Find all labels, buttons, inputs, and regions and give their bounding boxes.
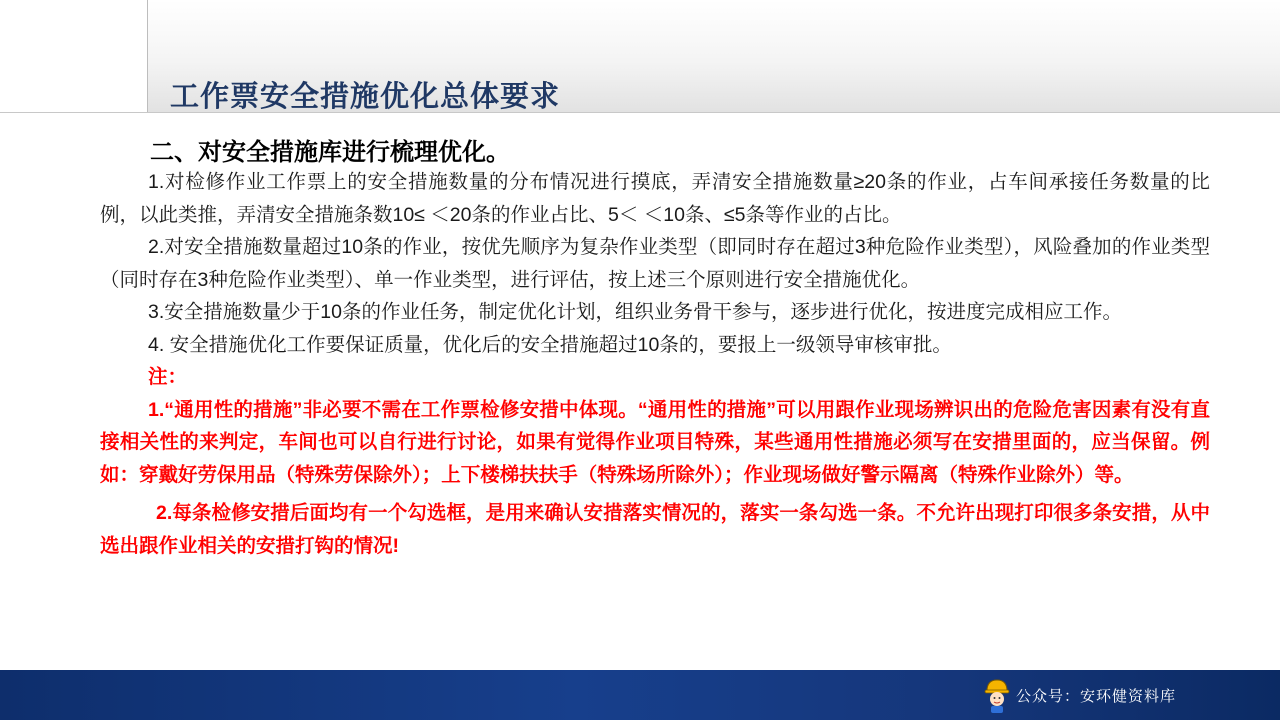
note-item-1: 1.“通用性的措施”非必要不需在工作票检修安措中体现。“通用性的措施”可以用跟作业现场辨识出的危险危害因素有没有直接相关性的来判定，车间也可以自行进行讨论，如果有觉得作业项目特殊，某些通用性措施必须写在安措里面的，应当保留。例如：穿戴好劳保用品（特殊劳保除外）；上下楼梯扶扶手（特殊场所除外）；作业现场做好警示隔离（特殊作业除外）等。 (100, 398, 1210, 486)
section-heading: 二、对安全措施库进行梳理优化。 (150, 139, 510, 166)
header-divider-vertical (147, 0, 148, 112)
note-label: 注： (148, 366, 188, 388)
paragraph-2: 2.对安全措施数量超过10条的作业，按优先顺序为复杂作业类型（即同时存在超过3种危险作业类型），风险叠加的作业类型（同时存在3种危险作业类型）、单一作业类型，进行评估，按上述三个原则进行安全措施优化。 (100, 236, 1210, 291)
watermark-text: 公众号：安环健资料库 (1016, 686, 1177, 705)
header-left-panel (0, 0, 148, 112)
slide-title: 工作票安全措施优化总体要求 (170, 81, 561, 113)
paragraph-4: 4. 安全措施优化工作要保证质量，优化后的安全措施超过10条的，要报上一级领导审核审批。 (148, 333, 952, 356)
watermark (982, 676, 1176, 714)
paragraph-3: 3.安全措施数量少于10条的作业任务，制定优化计划，组织业务骨干参与，逐步进行优化，按进度完成相应工作。 (148, 301, 1122, 323)
content-body (100, 166, 1210, 562)
note-item-2: 2.每条检修安措后面均有一个勾选框，是用来确认安措落实情况的，落实一条勾选一条。不允许出现打印很多条安措，从中选出跟作业相关的安措打钩的情况! (100, 502, 1210, 557)
safety-helmet-worker-icon (982, 676, 1012, 714)
paragraph-1: 1.对检修作业工作票上的安全措施数量的分布情况进行摸底，弄清安全措施数量≥20条的作业，占车间承接任务数量的比例，以此类推，弄清安全措施条数10≤ ＜20条的作业占比、5＜ ＜10条、≤5条等作业的占比。 (100, 171, 1210, 226)
